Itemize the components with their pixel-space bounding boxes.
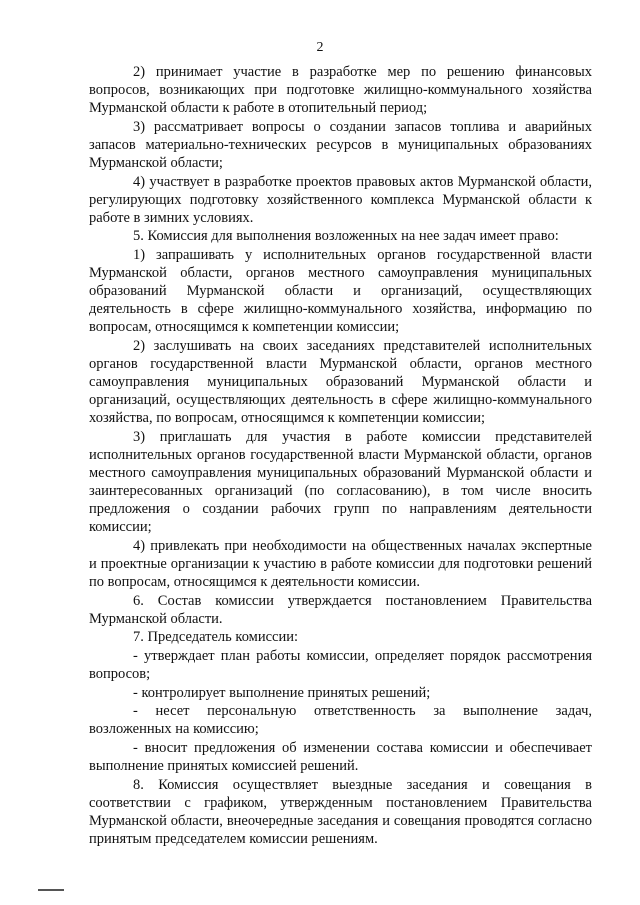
paragraph-4-legal-acts: 4) участвует в разработке проектов правовых актов Мурманской области, регулирующих подготовку хозяйственного комплекса Мурманской области к работе в зимних условиях. [89, 173, 592, 226]
paragraph-5-2-hear-representatives: 2) заслушивать на своих заседаниях представителей исполнительных органов государственной власти Мурманской области, органов местного самоуправления муниципальных образований Мурманской области и организаций, осуществляющих деятельность в сфере жилищно-коммунального хозяйства, по вопросам, относящимся к компетенции комиссии; [89, 337, 592, 427]
paragraph-section-7: 7. Председатель комиссии: [133, 629, 299, 646]
paragraph-section-5: 5. Комиссия для выполнения возложенных на нее задач имеет право: [133, 228, 559, 245]
list-item-controls-decisions: - контролирует выполнение принятых решений; [133, 684, 431, 701]
paragraph-5-1-request-info: 1) запрашивать у исполнительных органов государственной власти Мурманской области, органов местного самоуправления муниципальных образований Мурманской области и организаций, осуществляющих деятельность в сфере жилищно-коммунального хозяйства, информацию по вопросам, относящимся к компетенции комиссии; [89, 246, 592, 336]
list-item-proposals: - вносит предложения об изменении состава комиссии и обеспечивает выполнение принятых комиссией решений. [89, 739, 592, 775]
paragraph-section-6: 6. Состав комиссии утверждается постановлением Правительства Мурманской области. [89, 592, 592, 627]
scan-margin-mark [38, 889, 64, 891]
paragraph-3-fuel-reserves: 3) рассматривает вопросы о создании запасов топлива и аварийных запасов материально-технических ресурсов в муниципальных образованиях Мурманской области; [89, 118, 592, 171]
list-item-responsibility: - несет персональную ответственность за выполнение задач, возложенных на комиссию; [89, 703, 592, 738]
document-body [89, 63, 592, 848]
paragraph-2-finance: 2) принимает участие в разработке мер по решению финансовых вопросов, возникающих при подготовке жилищно-коммунального хозяйства Мурманской области к работе в отопительный период; [89, 64, 592, 117]
list-item-approves-plan: - утверждает план работы комиссии, определяет порядок рассмотрения вопросов; [89, 648, 592, 683]
page-number: 2 [316, 40, 324, 55]
paragraph-5-4-engage-experts: 4) привлекать при необходимости на общественных началах экспертные и проектные организации к участию в работе комиссии для подготовки решений по вопросам, относящимся к деятельности комиссии. [89, 537, 592, 591]
paragraph-5-3-invite: 3) приглашать для участия в работе комиссии представителей исполнительных органов государственной власти Мурманской области, органов местного самоуправления муниципальных образований Мурманской области и заинтересованных организаций (по согласованию), в том числе вносить предложения о создании рабочих групп по направлениям деятельности комиссии; [89, 428, 592, 536]
paragraph-section-8: 8. Комиссия осуществляет выездные заседания и совещания в соответствии с графиком, утвержденным постановлением Правительства Мурманской области, внеочередные заседания и совещания проводятся согласно принятым председателем комиссии решениям. [89, 776, 592, 847]
